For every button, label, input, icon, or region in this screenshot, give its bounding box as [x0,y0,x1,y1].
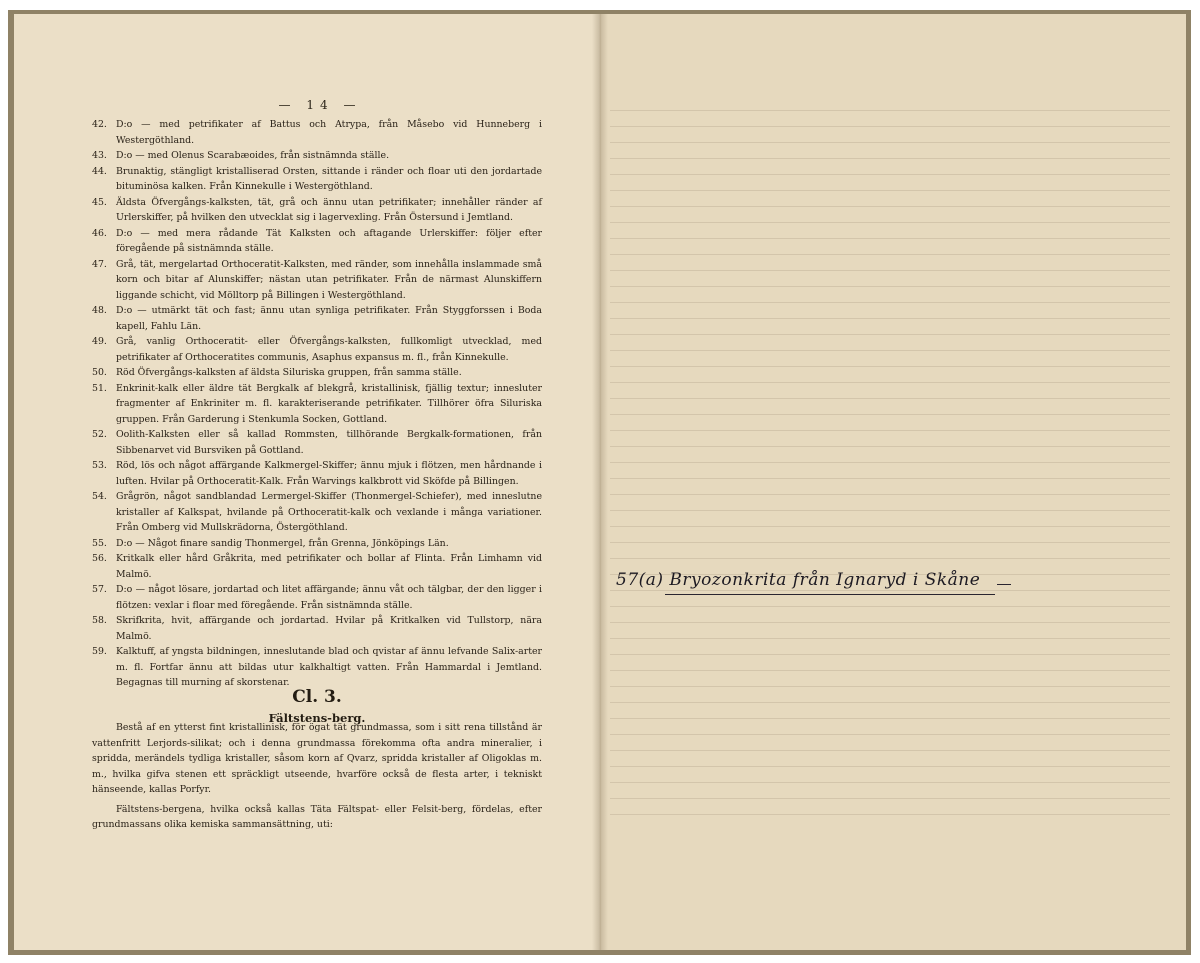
entry-text: Enkrinit-kalk eller äldre tät Bergkalk af blekgrå, kristallinisk, fjällig textur; innesluter fragmenter af Enkriniter m. fl. karakteriserande petrifikater. Tillhörer öfra Siluriska gruppen. Från Garderung i Stenkumla Socken, Gottland. [116,382,542,425]
list-item [92,551,542,582]
list-item [92,381,542,428]
list-item [92,458,542,489]
entry-text: D:o — med Olenus Scarabæoides, från sistnämnda ställe. [116,150,390,161]
entry-number: 47. [92,258,107,270]
entry-number: 58. [92,615,107,626]
entry-number: 43. [92,150,107,161]
entry-number: 44. [92,165,107,177]
entry-number: 55. [92,537,107,549]
entry-number: 51. [92,382,107,394]
list-item [92,226,542,257]
entry-text: D:o — med mera rådande Tät Kalksten och aftagande Urlerskiffer: följer efter föregående på sistnämnda ställe. [116,227,542,254]
body-paragraph: Fältstens-bergena, hvilka också kallas Täta Fältspat- eller Felsit-berg, fördelas, efter grundmassans olika kemiska sammansättning, uti: [92,803,542,830]
class-heading: Cl. 3. [292,687,342,707]
list-item [92,148,542,164]
entry-text: D:o — utmärkt tät och fast; ännu utan synliga petrifikater. Från Styggforssen i Boda kapell, Fahlu Län. [116,305,542,332]
entry-text: Brunaktig, stängligt kristalliserad Orsten, sittande i ränder och floar uti den jordartade bituminösa kalken. Från Kinnekulle i Westergöthland. [116,165,542,192]
entry-list [92,117,542,691]
list-item [92,613,542,644]
list-item [92,427,542,458]
entry-text: D:o — med petrifikater af Battus och Atrypa, från Måsebo vid Hunneberg i Westergöthland. [116,119,542,146]
entry-number: 48. [92,305,107,316]
entry-text: D:o — något lösare, jordartad och litet affärgande; ännu våt och tälgbar, der den ligger i flötzen: vexlar i floar med föregående. Från sistnämnda ställe. [116,584,542,611]
entry-number: 49. [92,336,107,347]
handwritten-note: 57(a) Bryozonkrita från Ignaryd i Skåne [616,570,981,590]
list-item [92,489,542,536]
handwritten-flourish [997,584,1011,585]
list-item [92,582,542,613]
list-item [92,334,542,365]
entry-number: 46. [92,227,107,239]
entry-number: 53. [92,460,107,471]
entry-text: Äldsta Öfvergångs-kalksten, tät, grå och ännu utan petrifikater; innehåller ränder af Urlerskiffer, på hvilken den utvecklat sig i lagervexling. Från Östersund i Jemtland. [116,196,542,223]
entry-text: Oolith-Kalksten eller så kallad Rommsten, tillhörande Bergkalk-formationen, från Sibbenarvet vid Bursviken på Gottland. [116,429,542,456]
book-gutter [592,14,608,950]
list-item [92,164,542,195]
list-item [92,117,542,148]
entry-text: Kalktuff, af yngsta bildningen, inneslutande blad och qvistar af ännu lefvande Salix-arter m. fl. Fortfar ännu att bildas utur kalkhaltigt vatten. Från Hammardal i Jemtland. Begagnas till murning af skorstenar. [116,646,542,688]
body-paragraph: Bestå af en ytterst fint kristallinisk, för ögat tät grundmassa, som i sitt rena tillstånd är vattenfritt Lerjords-silikat; och i denna grundmassa förekomma ofta andra mineralier, i spridda, merändels tydliga kristaller, såsom korn af Qvarz, spridda kristaller af Oligoklas m. m., hvilka gifva stenen ett spräckligt utseende, hvarföre också de flesta arter, i tekniskt hänseende, kallas Porfyr. [92,722,542,795]
list-item [92,644,542,691]
entry-text: Kritkalk eller hård Gråkrita, med petrifikater och bollar af Flinta. Från Limhamn vid Malmö. [116,553,542,580]
entry-number: 42. [92,119,107,130]
entry-number: 54. [92,491,107,502]
list-item [92,365,542,381]
entry-number: 52. [92,429,107,440]
entry-text: Röd Öfvergångs-kalksten af äldsta Siluriska gruppen, från samma ställe. [116,367,462,378]
entry-text: Grå, vanlig Orthoceratit- eller Öfvergångs-kalksten, fullkomligt utvecklad, med petrifikater af Orthoceratites communis, Asaphus expansus m. fl., från Kinnekulle. [116,336,542,363]
entry-text: Grågrön, något sandblandad Lermergel-Skiffer (Thonmergel-Schiefer), med inneslutne kristaller af Kalkspat, hvilande på Orthoceratit-kalk och vexlande i många variationer. Från Omberg vid Mullskrädorna, Östergöthland. [116,491,542,533]
list-item [92,195,542,226]
page-number: — 14 — [278,98,362,112]
entry-number: 59. [92,646,107,657]
list-item [92,536,542,552]
entry-text: Grå, tät, mergelartad Orthoceratit-Kalksten, med ränder, som innehålla inslammade små korn och bitar af Alunskiffer; nästan utan petrifikater. Från de närmast Alunskiffern liggande schicht, vid Mölltorp på Billingen i Westergöthland. [116,258,542,301]
list-item [92,303,542,334]
entry-number: 57. [92,584,107,595]
entry-text: Röd, lös och något affärgande Kalkmergel-Skiffer; ännu mjuk i flötzen, men hårdnande i luften. Hvilar på Orthoceratit-Kalk. Från Warvings kalkbrott vid Sköfde på Billingen. [116,460,542,487]
show-through-texture [610,110,1170,830]
entry-number: 45. [92,196,107,208]
entry-text: Skrifkrita, hvit, affärgande och jordartad. Hvilar på Kritkalken vid Tullstorp, nära Malmö. [116,615,542,642]
class-subheading: Fältstens-berg. [268,711,366,725]
paragraph-block [92,720,542,837]
handwritten-underline [665,594,995,595]
entry-text: D:o — Något finare sandig Thonmergel, från Grenna, Jönköpings Län. [116,537,449,549]
entry-number: 56. [92,553,107,564]
entry-number: 50. [92,367,107,378]
list-item [92,257,542,304]
